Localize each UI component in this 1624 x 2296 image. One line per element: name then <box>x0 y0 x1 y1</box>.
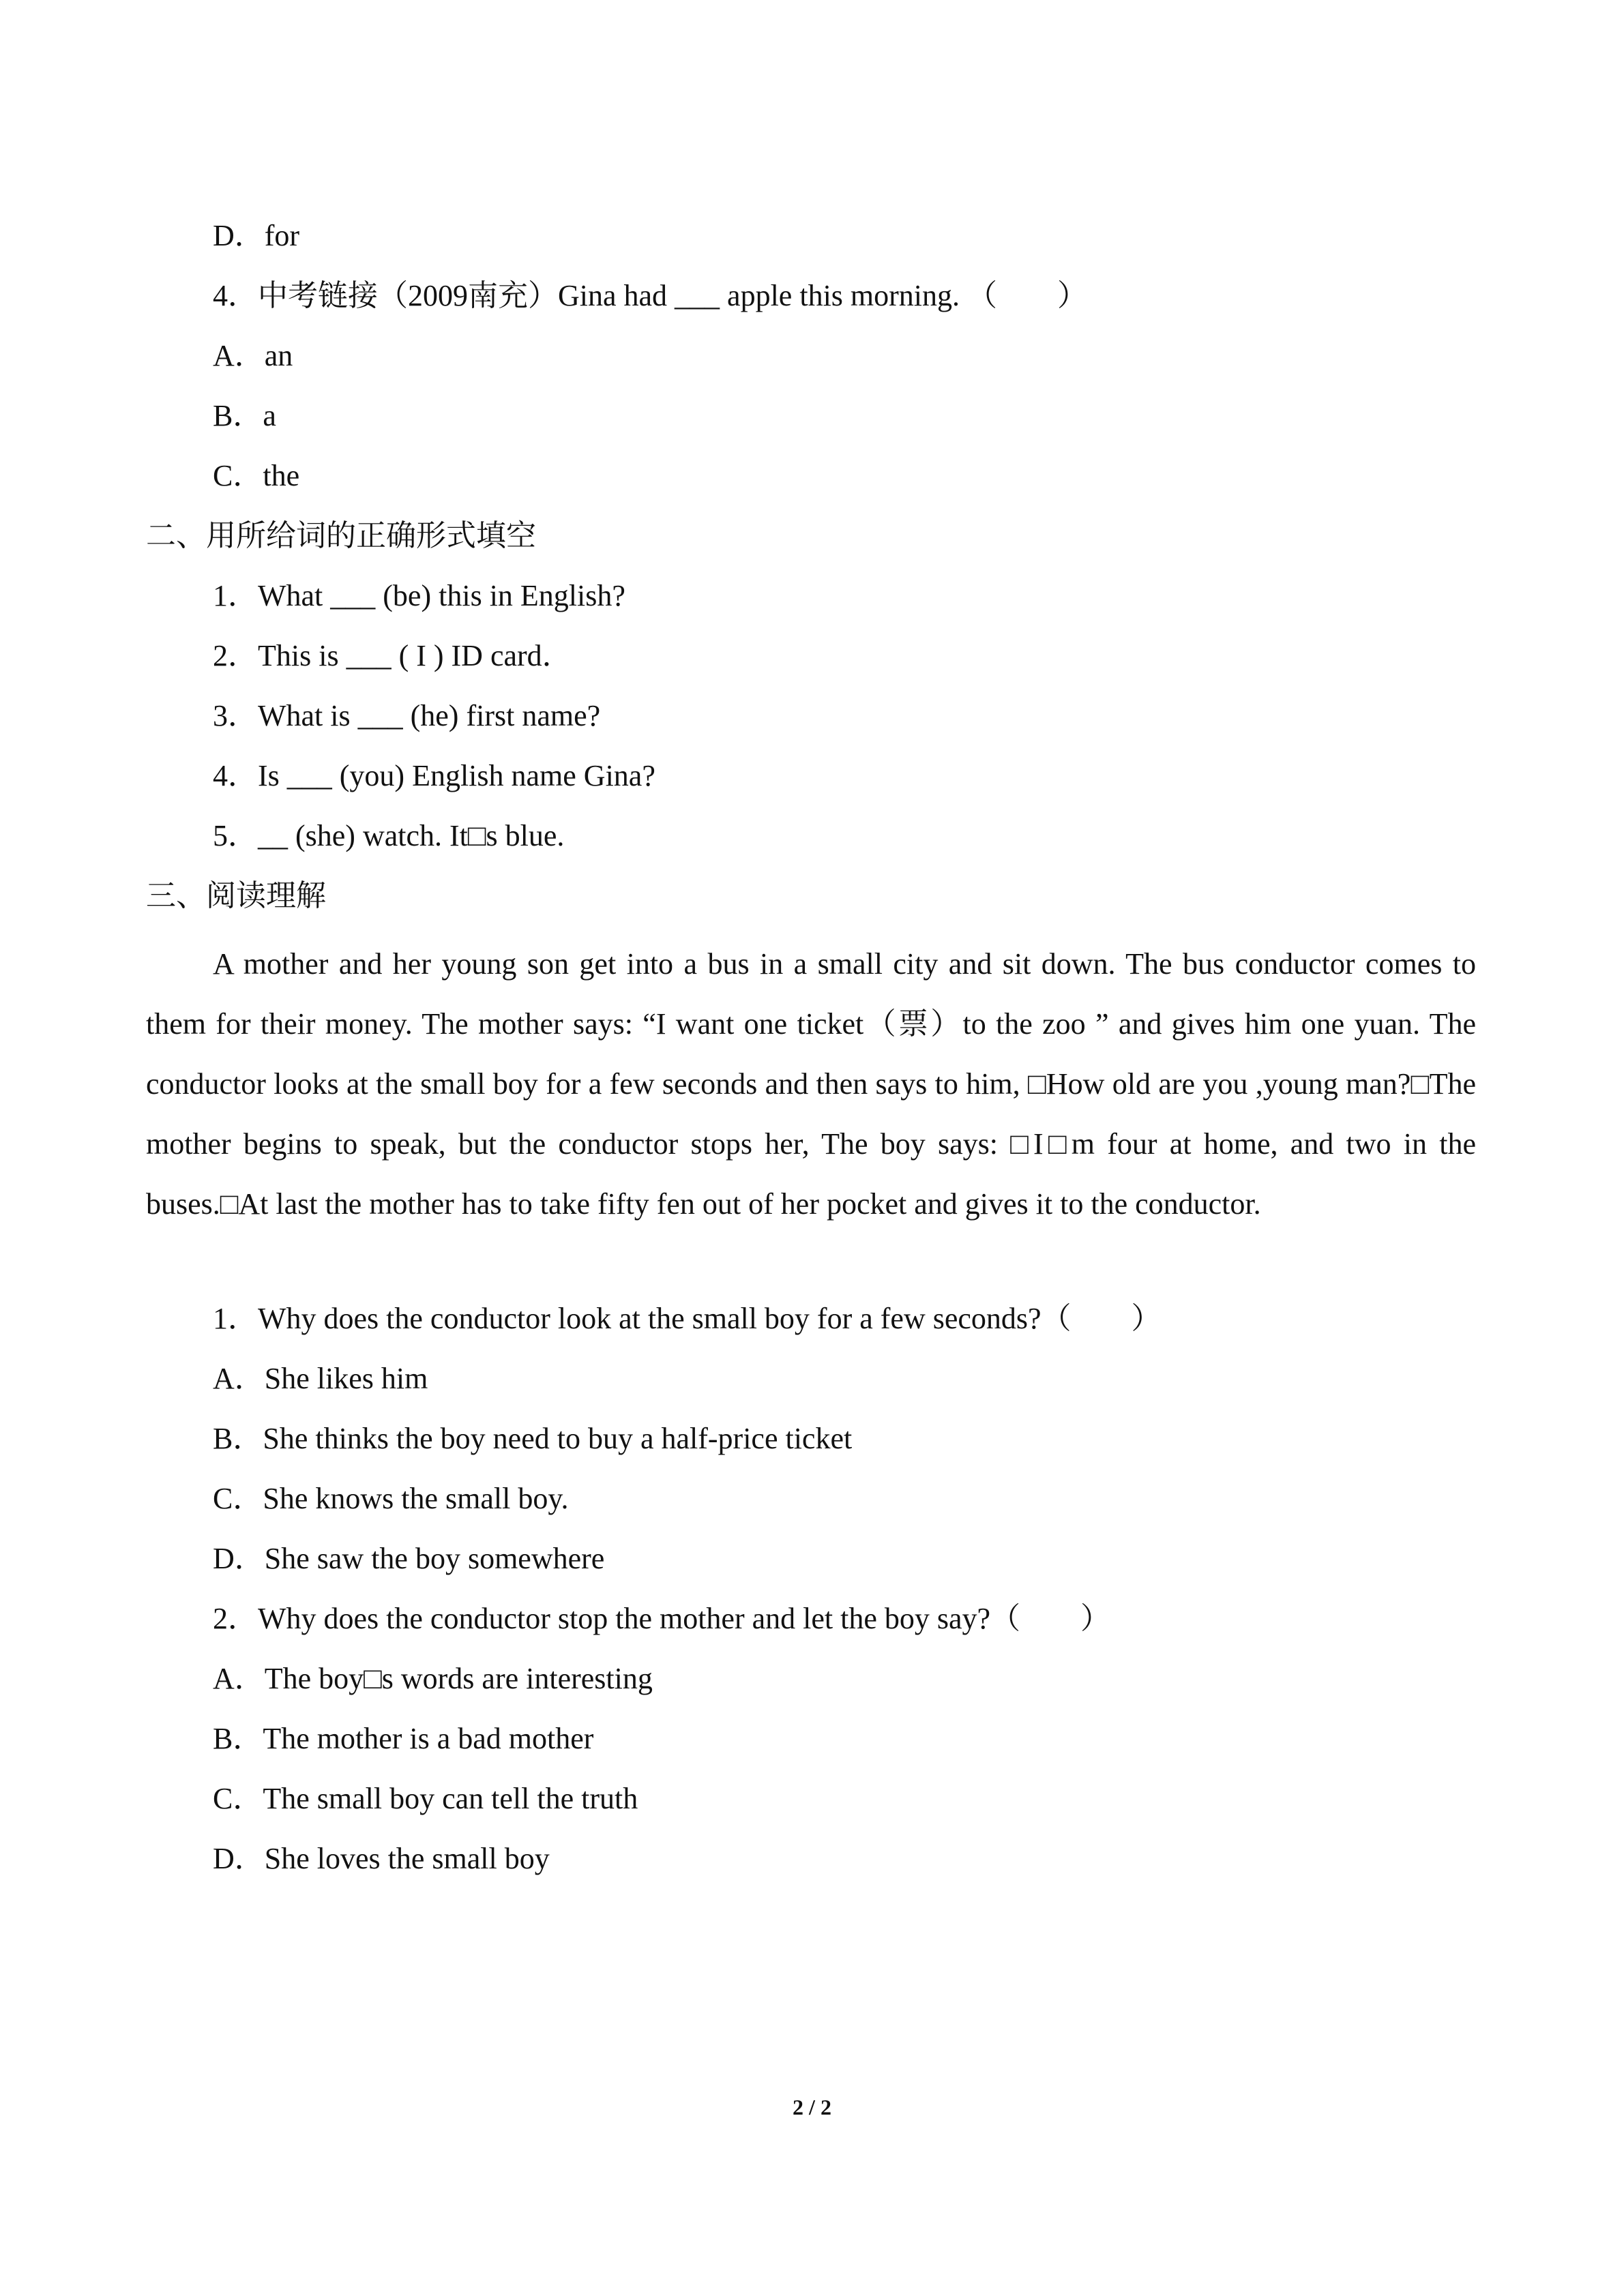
reading-q2-option-d: D．She loves the small boy <box>213 1842 550 1875</box>
section2-heading: 二、用所给词的正确形式填空 <box>146 519 536 552</box>
reading-q1-option-b: B．She thinks the boy need to buy a half-price ticket <box>213 1422 853 1455</box>
prev-question-option-d: D．for <box>213 219 300 252</box>
q4-option-a: A．an <box>213 339 293 372</box>
section2-item-1: 1．What ___ (be) this in English? <box>213 579 625 612</box>
reading-q2-option-a: A．The boy□s words are interesting <box>213 1662 653 1695</box>
reading-passage: A mother and her young son get into a bus in a small city and sit down. The bus conductor comes to them for their money. The mother says: “I want one ticket（票）to the zoo ” and gives him one yuan. The conductor looks at the small boy for a few seconds and then says to him, □How old are you ,young man?□The mother begins to speak, but the conductor stops her, The boy says: □I□m four at home, and two in the buses.□At last the mother has to take fifty fen out of her pocket and gives it to the conductor. <box>146 947 1476 1221</box>
reading-q2-stem: 2．Why does the conductor stop the mother and let the boy say?（ ） <box>213 1602 1111 1635</box>
q4-option-c: C．the <box>213 459 300 492</box>
page-number: 2 / 2 <box>793 2095 831 2119</box>
reading-q1-option-c: C．She knows the small boy. <box>213 1482 569 1515</box>
section2-item-5: 5．__ (she) watch. It□s blue. <box>213 819 565 852</box>
reading-q1-option-d: D．She saw the boy somewhere <box>213 1542 605 1575</box>
q4-option-b: B．a <box>213 399 276 432</box>
reading-q1-option-a: A．She likes him <box>213 1362 428 1395</box>
section2-item-2: 2．This is ___ ( I ) ID card． <box>213 639 572 672</box>
section3-heading: 三、阅读理解 <box>146 879 326 912</box>
reading-q1-stem: 1．Why does the conductor look at the small boy for a few seconds?（ ） <box>213 1302 1162 1335</box>
section2-item-3: 3．What is ___ (he) first name? <box>213 699 601 732</box>
section2-item-4: 4．Is ___ (you) English name Gina? <box>213 759 655 792</box>
reading-q2-option-c: C．The small boy can tell the truth <box>213 1782 638 1815</box>
q4-stem: 4．中考链接（2009南充）Gina had ___ apple this morning. （ ） <box>213 279 1088 312</box>
reading-q2-option-b: B．The mother is a bad mother <box>213 1722 594 1755</box>
